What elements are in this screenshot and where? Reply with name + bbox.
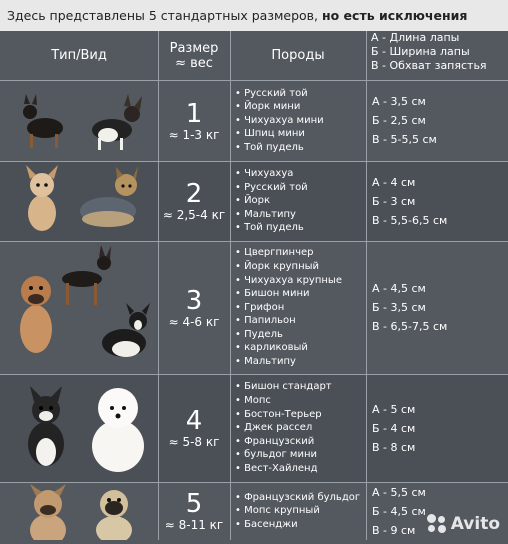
avito-wordmark: Avito [450,514,500,534]
breed-item: • Басенджи [235,518,366,532]
breed-item: • Джек рассел [235,421,366,435]
size-weight: ≈ 2,5-4 кг [162,208,226,222]
row-divider [0,374,508,375]
breed-item: • Папильон [235,314,366,328]
breed-item-continued: • бульдог мини [235,448,366,462]
breed-item: • Русский той [235,181,366,195]
breed-item: • Вест-Хайленд [235,462,366,476]
dog-illustration [0,241,158,374]
breed-item: • Бишон мини [235,287,366,301]
breed-item: • Пудель [235,328,366,342]
legend-b: Б - Ширина лапы [371,45,470,58]
size-weight: ≈ 4-6 кг [168,314,220,329]
measure-b: Б - 3,5 см [372,301,426,314]
measure-b: Б - 3 см [372,194,416,208]
breed-item: • Чихуахуа мини [235,114,366,128]
table-row [0,80,508,161]
measurements [366,80,508,161]
header-type: Тип/Вид [51,48,107,63]
row-divider [0,161,508,162]
breed-item: • Шпиц мини [235,127,366,141]
breed-item: • Той пудель [235,141,366,155]
measure-b: Б - 4,5 см [372,504,426,518]
breed-item: • Грифон [235,301,366,315]
measure-a: А - 5 см [372,402,416,416]
header-size-label: Размер [169,40,219,56]
breed-item: • Мопс [235,394,366,408]
dog-photo [0,161,158,241]
size-weight: ≈ 8-11 кг [164,518,224,532]
breeds-list [230,482,366,540]
breed-item: • Бостон-Терьер [235,408,366,422]
breeds-list [230,161,366,241]
size-cell [158,161,230,241]
breed-item: • Бишон стандарт [235,380,366,394]
breed-item: • Французский бульдог [235,491,366,505]
row-divider [0,80,508,81]
measure-c: В - 8 см [372,440,416,454]
size-number: 1 [185,98,203,129]
measurements [366,241,508,374]
breed-item: • Французский [235,435,366,449]
header-legend [366,31,508,80]
measure-a: А - 5,5 см [372,485,426,499]
breed-item: • Йорк мини [235,100,366,114]
size-weight: ≈ 5-8 кг [168,435,220,449]
measure-a: А - 3,5 см [372,95,426,108]
size-number: 2 [185,179,203,209]
measurements [366,374,508,482]
breed-item: • Йорк крупный [235,260,366,274]
dog-illustration [0,80,158,161]
size-weight: ≈ 1-3 кг [168,127,220,142]
size-cell [158,241,230,374]
measure-c: В - 9 см [372,523,416,537]
measure-c: В - 5,5-6,5 см [372,213,448,227]
header-breeds: Породы [271,48,325,63]
banner-bold: но есть исключения [321,8,468,23]
breed-item: • Мальтипу [235,208,366,222]
avito-logo-icon [427,514,447,534]
header-size [158,31,230,80]
breed-item: • Той пудель [235,221,366,235]
breeds-list [230,241,366,374]
banner-text: Здесь представлены 5 стандартных размеров, [7,8,322,23]
banner [0,0,508,31]
measure-b: Б - 4 см [372,421,416,435]
breed-item: • Цвергпинчер [235,246,366,260]
breed-item: • Русский той [235,87,366,101]
table-row [0,241,508,374]
measure-a: А - 4 см [372,175,416,189]
size-cell [158,482,230,540]
size-cell [158,374,230,482]
dog-photo [0,374,158,482]
breeds-list [230,80,366,161]
measure-a: А - 4,5 см [372,282,426,295]
breed-item: • Йорк [235,194,366,208]
measure-b: Б - 2,5 см [372,114,426,127]
size-number: 4 [185,406,203,436]
header-weight-label: ≈ вес [175,55,213,71]
dog-photo [0,482,158,540]
column-divider [230,31,231,540]
column-divider [158,31,159,540]
row-divider [0,482,508,483]
row-divider [0,241,508,242]
legend-a: А - Длина лапы [371,31,460,44]
measure-c: В - 5-5,5 см [372,133,437,146]
breed-item-continued: • карликовый [235,341,366,355]
dog-photo [0,80,158,161]
dog-illustration [0,374,158,482]
breed-item: • Мальтипу [235,355,366,369]
measure-c: В - 6,5-7,5 см [372,320,448,333]
table-row [0,161,508,241]
size-number: 5 [185,489,203,519]
table-row [0,374,508,482]
breed-item: • Чихуахуа крупные [235,274,366,288]
legend-c: В - Обхват запястья [371,59,487,72]
dog-illustration [0,482,158,540]
avito-watermark [427,514,500,534]
column-divider [366,31,367,540]
breeds-list [230,374,366,482]
size-number: 3 [185,285,203,316]
breed-item: • Мопс крупный [235,504,366,518]
dog-photo [0,241,158,374]
table-header [0,31,508,80]
size-cell [158,80,230,161]
measurements [366,161,508,241]
dog-illustration [0,161,158,241]
breed-item: • Чихуахуа [235,167,366,181]
